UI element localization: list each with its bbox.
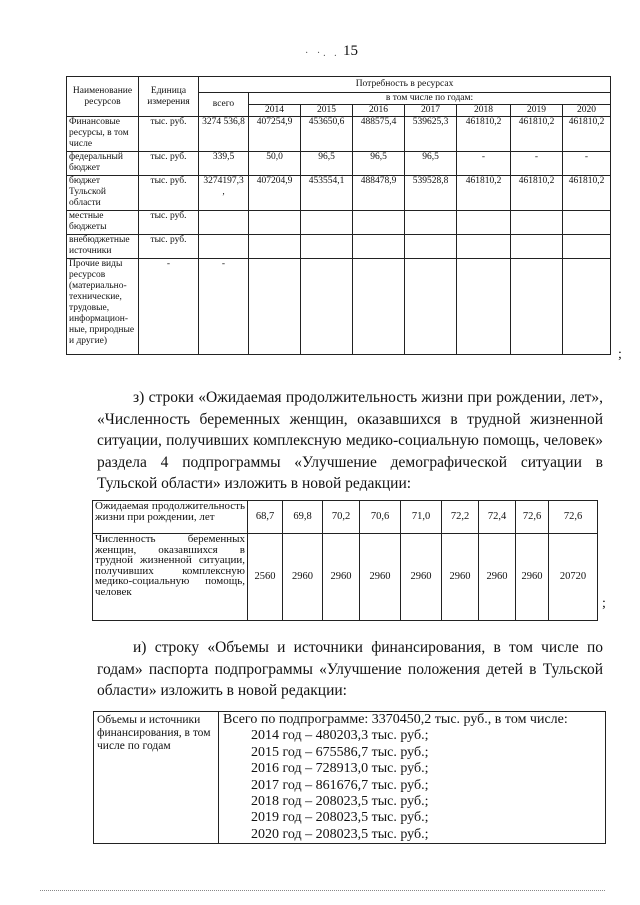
year-header: 2016: [353, 105, 405, 117]
paragraph-i: и) строку «Объемы и источники финансирования, в том числе по годам» паспорта подпрограммы «Улучшение положения детей в Тульской области» изложить в новой редакции:: [97, 639, 603, 699]
cell: 461810,2: [511, 117, 563, 152]
cell: [563, 211, 611, 235]
row-total: [199, 235, 249, 259]
cell: 539625,3: [405, 117, 457, 152]
cell: [457, 235, 511, 259]
cell: -: [511, 152, 563, 176]
cell: 2960: [283, 534, 323, 621]
cell: 72,6: [549, 501, 598, 534]
row-unit: тыс. руб.: [139, 152, 199, 176]
cell: [301, 211, 353, 235]
cell: [301, 235, 353, 259]
year-header: 2014: [249, 105, 301, 117]
cell: [405, 259, 457, 355]
row-label: Ожидаемая продолжительность жизни при рождении, лет: [93, 501, 248, 534]
table-row: [67, 211, 611, 235]
year-header: 2018: [457, 105, 511, 117]
cell: 96,5: [405, 152, 457, 176]
financing-year: 2014 год – 480203,3 тыс. руб.;: [251, 728, 429, 744]
semicolon: ;: [602, 596, 606, 611]
cell: 539528,8: [405, 176, 457, 211]
cell: [563, 235, 611, 259]
row-unit: тыс. руб.: [139, 235, 199, 259]
col-header-total: всего: [199, 93, 249, 117]
resources-table: [66, 76, 611, 355]
cell: 461810,2: [457, 176, 511, 211]
table-row: [93, 534, 598, 621]
cell: 461810,2: [563, 176, 611, 211]
cell: -: [563, 152, 611, 176]
cell: 2560: [248, 534, 283, 621]
financing-label: Объемы и источники финансирования, в том числе по годам: [94, 712, 219, 844]
row-total: -: [199, 259, 249, 355]
row-label: Численность беременных женщин, оказавшихся в трудной жизненной ситуации, получивших комплексную медико-социальную помощь, человек: [93, 534, 248, 621]
cell: 2960: [516, 534, 549, 621]
cell: 488575,4: [353, 117, 405, 152]
table-row: [94, 712, 606, 844]
cell: 70,6: [360, 501, 401, 534]
cell: 50,0: [249, 152, 301, 176]
cell: 96,5: [301, 152, 353, 176]
cell: [511, 211, 563, 235]
cell: [353, 235, 405, 259]
row-unit: тыс. руб.: [139, 176, 199, 211]
table-row: [67, 176, 611, 211]
row-total: 339,5: [199, 152, 249, 176]
cell: [511, 259, 563, 355]
cell: [249, 235, 301, 259]
table-row: [67, 259, 611, 355]
cell: 72,6: [516, 501, 549, 534]
demography-table: [92, 500, 598, 621]
cell: 488478,9: [353, 176, 405, 211]
page-marks: · ·. .: [305, 48, 340, 59]
year-header: 2017: [405, 105, 457, 117]
cell: 20720: [549, 534, 598, 621]
cell: 407204,9: [249, 176, 301, 211]
cell: 453650,6: [301, 117, 353, 152]
financing-values: [219, 712, 606, 844]
col-header-need: Потребность в ресурсах: [199, 77, 611, 93]
cell: [563, 259, 611, 355]
page-number: 15: [343, 43, 358, 59]
table-row: [67, 152, 611, 176]
cell: [301, 259, 353, 355]
table-row: [93, 501, 598, 534]
year-header: 2019: [511, 105, 563, 117]
cell: 70,2: [323, 501, 360, 534]
semicolon: ;: [618, 347, 622, 362]
cell: 2960: [401, 534, 442, 621]
financing-year: 2017 год – 861676,7 тыс. руб.;: [251, 777, 429, 793]
year-header: 2015: [301, 105, 353, 117]
cell: 453554,1: [301, 176, 353, 211]
col-header-unit: Единица измерения: [139, 77, 199, 117]
row-total: 3274 536,8: [199, 117, 249, 152]
cell: 68,7: [248, 501, 283, 534]
cell: 71,0: [401, 501, 442, 534]
cell: 2960: [442, 534, 479, 621]
cell: 72,2: [442, 501, 479, 534]
row-name: внебюджетные источники: [67, 235, 139, 259]
cell: [353, 259, 405, 355]
cell: [457, 259, 511, 355]
col-header-by-years: в том числе по годам:: [249, 93, 611, 105]
cell: 72,4: [479, 501, 516, 534]
cell: 2960: [323, 534, 360, 621]
cell: [405, 211, 457, 235]
financing-total: Всего по подпрограмме: 3370450,2 тыс. руб., в том числе:: [223, 712, 568, 727]
cell: [457, 211, 511, 235]
cell: [249, 259, 301, 355]
financing-year: 2015 год – 675586,7 тыс. руб.;: [251, 744, 429, 760]
cell: 407254,9: [249, 117, 301, 152]
paragraph-z: з) строки «Ожидаемая продолжительность жизни при рождении, лет», «Численность беременных женщин, оказавшихся в трудной жизненной ситуации, получивших комплексную медико-социальную помощь, человек» раздела 4 подпрограммы «Улучшение демографической ситуации в Тульской области» изложить в новой редакции:: [97, 389, 603, 492]
financing-year: 2016 год – 728913,0 тыс. руб.;: [251, 761, 429, 777]
cell: 461810,2: [563, 117, 611, 152]
cell: 461810,2: [511, 176, 563, 211]
cell: 2960: [360, 534, 401, 621]
scan-edge: [40, 890, 605, 891]
row-name: местные бюджеты: [67, 211, 139, 235]
row-unit: тыс. руб.: [139, 211, 199, 235]
row-total: 3274197,3 ,: [199, 176, 249, 211]
financing-year: 2019 год – 208023,5 тыс. руб.;: [251, 810, 429, 826]
cell: [511, 235, 563, 259]
cell: 96,5: [353, 152, 405, 176]
financing-year: 2018 год – 208023,5 тыс. руб.;: [251, 794, 429, 810]
cell: 69,8: [283, 501, 323, 534]
cell: 461810,2: [457, 117, 511, 152]
cell: [249, 211, 301, 235]
row-name: федеральный бюджет: [67, 152, 139, 176]
table-row: [67, 117, 611, 152]
row-name: Финансовые ресурсы, в том числе: [67, 117, 139, 152]
financing-year: 2020 год – 208023,5 тыс. руб.;: [251, 826, 429, 842]
row-unit: тыс. руб.: [139, 117, 199, 152]
cell: [405, 235, 457, 259]
financing-table: [93, 711, 606, 844]
cell: -: [457, 152, 511, 176]
cell: 2960: [479, 534, 516, 621]
table-row: [67, 235, 611, 259]
row-name: Прочие виды ресурсов (материально-технические, трудовые, информацион-ные, природные и другие): [67, 259, 139, 355]
row-unit: -: [139, 259, 199, 355]
cell: [353, 211, 405, 235]
year-header: 2020: [563, 105, 611, 117]
col-header-name: Наименование ресурсов: [67, 77, 139, 117]
row-name: бюджет Тульской области: [67, 176, 139, 211]
row-total: [199, 211, 249, 235]
